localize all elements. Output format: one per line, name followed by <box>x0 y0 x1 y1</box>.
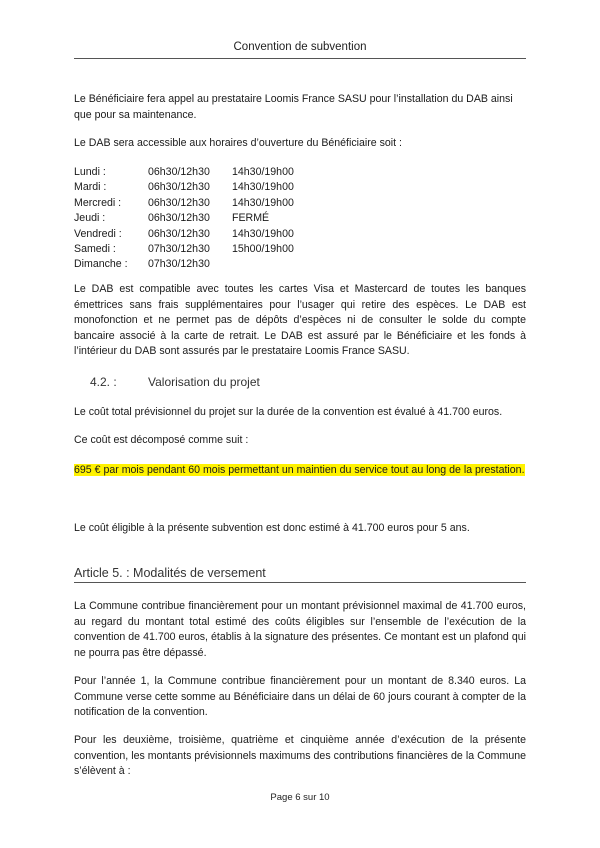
paragraph-total-cost: Le coût total prévisionnel du projet sur la durée de la convention est évalué à 41.700 euros. <box>74 406 503 418</box>
schedule-day: Mardi : <box>74 181 107 194</box>
schedule-row-wednesday <box>74 196 374 211</box>
schedule-afternoon: 14h30/19h00 <box>232 196 294 209</box>
schedule-morning: 06h30/12h30 <box>148 166 210 178</box>
schedule-day: Lundi : <box>74 166 106 178</box>
paragraph-year-one: Pour l’année 1, la Commune contribue financièrement pour un montant de 8.340 euros. La Commune verse cette somme au Bénéficiaire dans un délai de 60 jours courant à compter de la notification de la convention. <box>74 675 526 718</box>
schedule-day: Vendredi : <box>74 227 122 240</box>
schedule-morning: 06h30/12h30 <box>148 181 210 194</box>
schedule-afternoon: 15h00/19h00 <box>232 242 294 255</box>
paragraph-installation: Le Bénéficiaire fera appel au prestataire Loomis France SASU pour l’installation du DAB ainsi que pour sa maintenance. <box>74 93 513 121</box>
highlighted-text: 695 € par mois pendant 60 mois permettant un maintien du service tout au long de la prestation. <box>74 464 525 476</box>
schedule-row-monday <box>74 165 374 180</box>
schedule-afternoon: 14h30/19h00 <box>232 181 294 194</box>
schedule-afternoon: 14h30/19h00 <box>232 166 294 178</box>
schedule-afternoon: 14h30/19h00 <box>232 227 294 240</box>
schedule-morning: 06h30/12h30 <box>148 196 210 209</box>
schedule-morning: 06h30/12h30 <box>148 212 210 225</box>
section-heading-4-2 <box>90 375 260 389</box>
schedule-row-friday <box>74 227 374 242</box>
schedule-morning: 06h30/12h30 <box>148 227 210 240</box>
schedule-row-saturday <box>74 242 374 257</box>
paragraph-following-years: Pour les deuxième, troisième, quatrième et cinquième année d’exécution de la présente convention, les montants prévisionnels maximums des contributions financières de la Commune s’élèvent à : <box>74 734 526 777</box>
paragraph-cost-breakdown-intro: Ce coût est décomposé comme suit : <box>74 434 249 446</box>
paragraph-commune-contribution: La Commune contribue financièrement pour un montant prévisionnel maximal de 41.700 euros, au regard du montant total estimé des coûts éligibles sur l’ensemble de l’exécution de la convention de 41.700 euros, établis à la signature des présentes. Ce montant est un plafond qui ne pourra pas être dépassé. <box>74 600 526 659</box>
page-header-title: Convention de subvention <box>233 41 367 53</box>
paragraph-eligible-cost: Le coût éligible à la présente subvention est donc estimé à 41.700 euros pour 5 ans. <box>74 522 470 534</box>
schedule-afternoon: FERMÉ <box>232 212 270 225</box>
schedule-row-sunday <box>74 257 374 272</box>
schedule-day: Dimanche : <box>74 258 128 271</box>
article-5-heading: Article 5. : Modalités de versement <box>74 566 526 583</box>
section-number: 4.2. : <box>90 375 117 389</box>
schedule-morning: 07h30/12h30 <box>148 258 210 271</box>
paragraph-access-hours: Le DAB sera accessible aux horaires d’ouverture du Bénéficiaire soit : <box>74 137 402 149</box>
schedule-row-thursday <box>74 211 374 226</box>
page-number-footer: Page 6 sur 10 <box>270 792 330 803</box>
schedule-morning: 07h30/12h30 <box>148 242 210 255</box>
opening-hours-schedule <box>74 165 374 273</box>
header-divider <box>74 58 526 59</box>
section-title: Valorisation du projet <box>148 375 260 389</box>
schedule-row-tuesday <box>74 180 374 195</box>
schedule-day: Mercredi : <box>74 196 122 209</box>
paragraph-card-compatibility: Le DAB est compatible avec toutes les cartes Visa et Mastercard de toutes les banques émettrices sans frais supplémentaires pour l’usager qui retire des espèces. Le DAB est monofonction et ne permet pas de dépôts d’espèces ni de consulter le solde du compte bancaire associé à la carte de retrait. Le DAB est assuré par le Bénéficiaire et les fonds à l’intérieur du DAB sont assurés par le prestataire Loomis France SASU. <box>74 283 526 357</box>
schedule-day: Jeudi : <box>74 212 106 225</box>
schedule-day: Samedi : <box>74 242 116 255</box>
paragraph-monthly-cost-highlighted <box>74 463 526 479</box>
